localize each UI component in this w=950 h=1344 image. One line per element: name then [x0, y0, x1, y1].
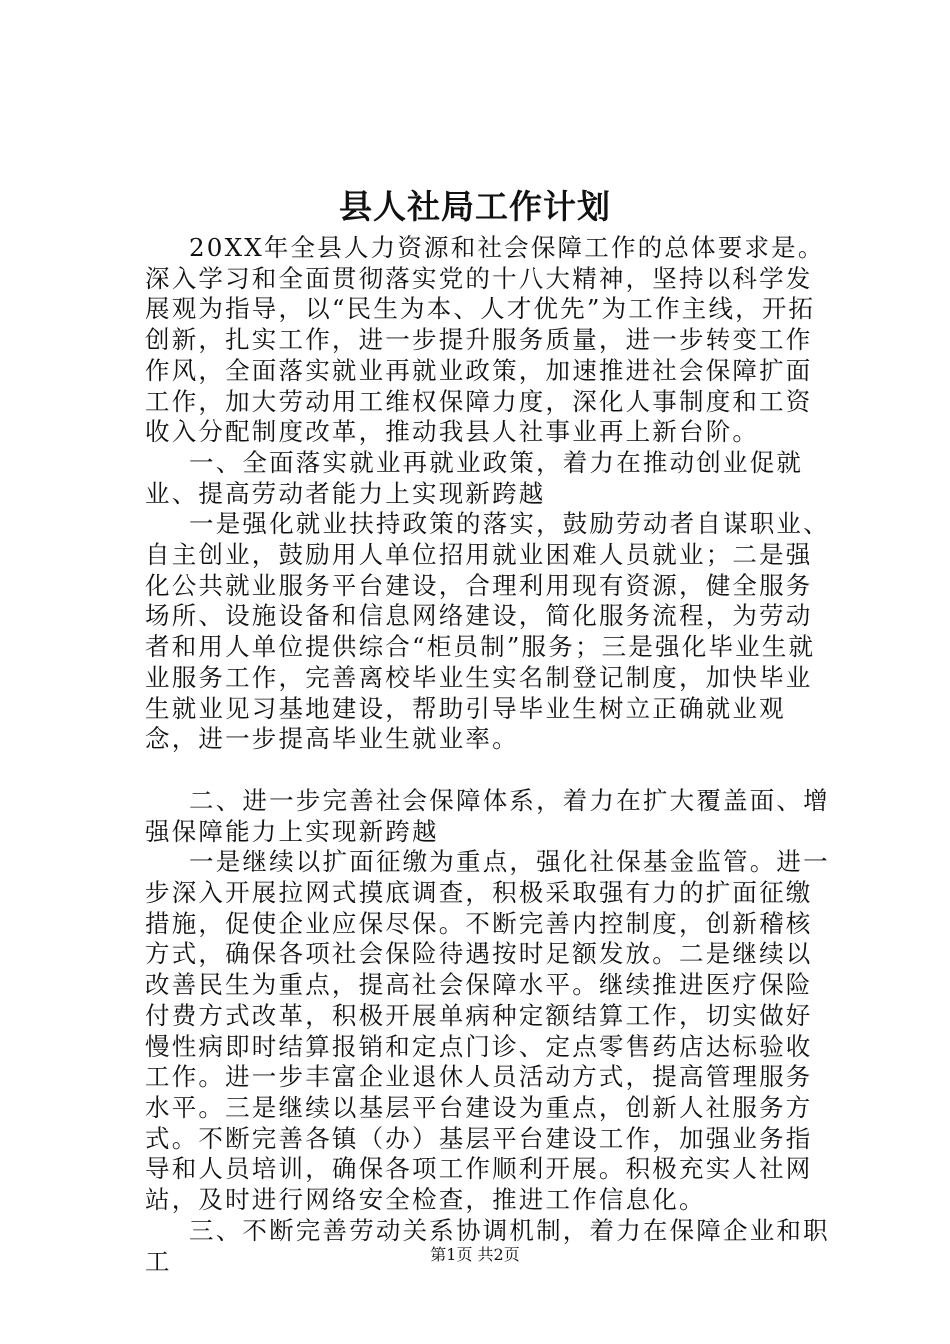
page-number-footer: 第1页 共2页	[430, 1245, 520, 1264]
paragraph-employment: 一是强化就业扶持政策的落实，鼓励劳动者自谋职业、自主创业，鼓励用人单位招用就业困难人员就业；二是强化公共就业服务平台建设，合理利用现有资源，健全服务场所、设施设备和信息网络建设，简化服务流程，为劳动者和用人单位提供综合“柜员制”服务；三是强化毕业生就业服务工作，完善离校毕业生实名制登记制度，加快毕业生就业见习基地建设，帮助引导毕业生树立正确就业观念，进一步提高毕业生就业率。	[145, 509, 830, 754]
document-title: 县人社局工作计划	[339, 187, 611, 226]
section-heading-3: 三、不断完善劳动关系协调机制，着力在保障企业和职工	[145, 1215, 830, 1276]
section-heading-2: 二、进一步完善社会保障体系，着力在扩大覆盖面、增强保障能力上实现新跨越	[145, 785, 830, 846]
section-heading-1: 一、全面落实就业再就业政策，着力在推动创业促就业、提高劳动者能力上实现新跨越	[145, 447, 804, 508]
paragraph-gap	[145, 755, 835, 786]
paragraph-intro: 20XX年全县人力资源和社会保障工作的总体要求是。深入学习和全面贯彻落实党的十八大精神，坚持以科学发展观为指导，以“民生为本、人才优先”为工作主线，开拓创新，扎实工作，进一步提升服务质量，进一步转变工作作风，全面落实就业再就业政策，加速推进社会保障扩面工作，加大劳动用工维权保障力度，深化人事制度和工资收入分配制度改革，推动我县人社事业再上新台阶。	[145, 233, 825, 447]
document-body	[145, 233, 835, 1277]
paragraph-social-security: 一是继续以扩面征缴为重点，强化社保基金监管。进一步深入开展拉网式摸底调查，积极采取强有力的扩面征缴措施，促使企业应保尽保。不断完善内控制度，创新稽核方式，确保各项社会保险待遇按时足额发放。二是继续以改善民生为重点，提高社会保障水平。继续推进医疗保险付费方式改革，积极开展单病种定额结算工作，切实做好慢性病即时结算报销和定点门诊、定点零售药店达标验收工作。进一步丰富企业退休人员活动方式，提高管理服务水平。三是继续以基层平台建设为重点，创新人社服务方式。不断完善各镇（办）基层平台建设工作，加强业务指导和人员培训，确保各项工作顺利开展。积极充实人社网站，及时进行网络安全检查，推进工作信息化。	[145, 847, 830, 1215]
